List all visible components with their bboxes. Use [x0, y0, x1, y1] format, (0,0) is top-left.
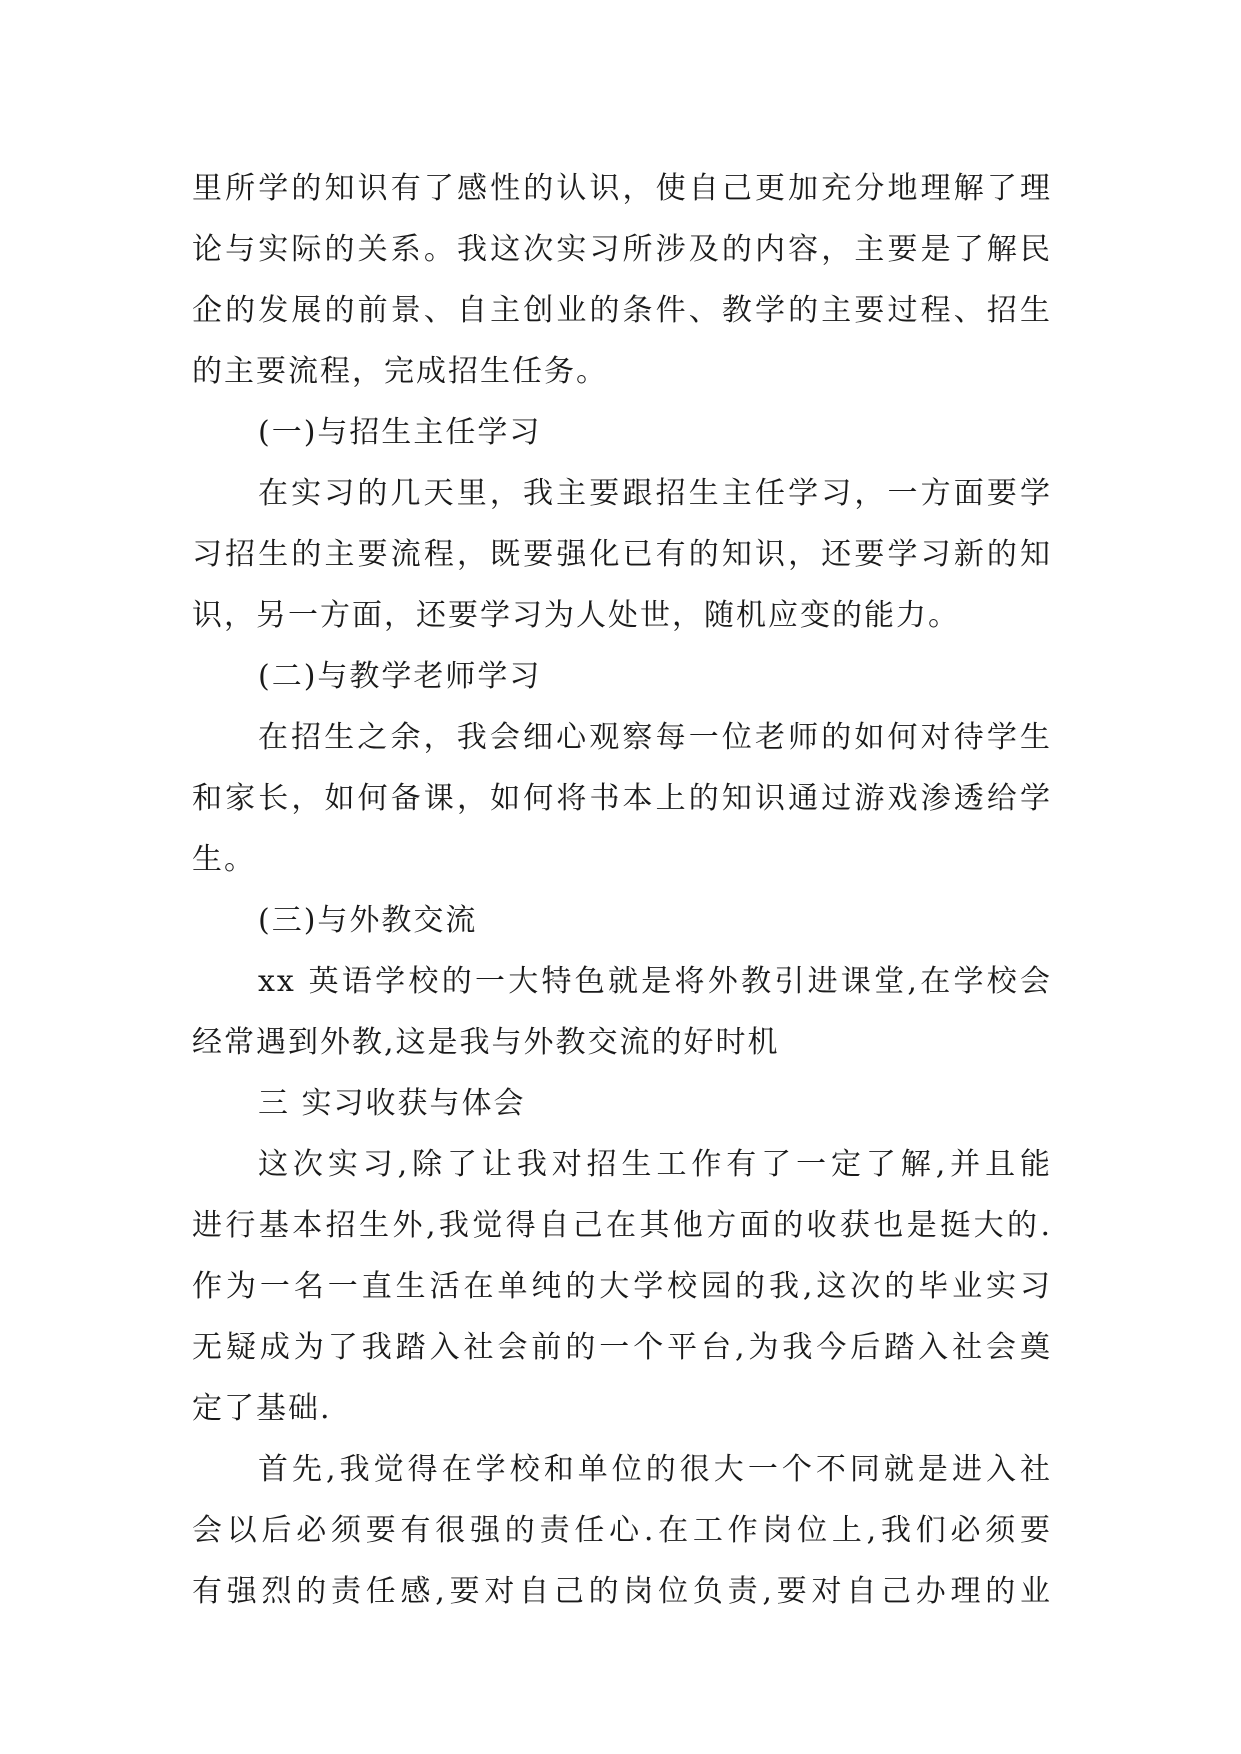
chapter-heading-3: 三 实习收获与体会 — [258, 1086, 526, 1121]
text-line-18: 进行基本招生外,我觉得自己在其他方面的收获也是挺大的. — [192, 1208, 1052, 1243]
text-line-20: 无疑成为了我踏入社会前的一个平台,为我今后踏入社会奠 — [192, 1330, 1052, 1365]
text-line-21: 定了基础. — [192, 1391, 332, 1426]
section-heading-1: (一)与招生主任学习 — [258, 415, 542, 450]
text-line-7: 习招生的主要流程，既要强化已有的知识，还要学习新的知 — [192, 537, 1052, 572]
text-line-17: 这次实习,除了让我对招生工作有了一定了解,并且能 — [258, 1147, 1052, 1182]
text-line-11: 和家长，如何备课，如何将书本上的知识通过游戏渗透给学 — [192, 781, 1052, 816]
text-line-12: 生。 — [192, 842, 256, 877]
text-line-4: 的主要流程，完成招生任务。 — [192, 354, 608, 389]
text-line-23: 会以后必须要有很强的责任心.在工作岗位上,我们必须要 — [192, 1513, 1052, 1548]
text-line-8: 识，另一方面，还要学习为人处世，随机应变的能力。 — [192, 598, 960, 633]
section-heading-2: (二)与教学老师学习 — [258, 659, 542, 694]
text-line-15: 经常遇到外教,这是我与外教交流的好时机 — [192, 1025, 780, 1060]
text-line-1: 里所学的知识有了感性的认识，使自己更加充分地理解了理 — [192, 171, 1052, 206]
text-line-2: 论与实际的关系。我这次实习所涉及的内容，主要是了解民 — [192, 232, 1052, 267]
text-line-22: 首先,我觉得在学校和单位的很大一个不同就是进入社 — [258, 1452, 1052, 1487]
text-line-19: 作为一名一直生活在单纯的大学校园的我,这次的毕业实习 — [192, 1269, 1052, 1304]
text-line-6: 在实习的几天里，我主要跟招生主任学习，一方面要学 — [258, 476, 1052, 511]
text-line-10: 在招生之余，我会细心观察每一位老师的如何对待学生 — [258, 720, 1052, 755]
text-line-14: xx 英语学校的一大特色就是将外教引进课堂,在学校会 — [258, 964, 1052, 999]
section-heading-3: (三)与外教交流 — [258, 903, 478, 938]
text-line-3: 企的发展的前景、自主创业的条件、教学的主要过程、招生 — [192, 293, 1052, 328]
document-body — [192, 158, 1052, 1622]
text-line-24: 有强烈的责任感,要对自己的岗位负责,要对自己办理的业 — [192, 1574, 1052, 1609]
